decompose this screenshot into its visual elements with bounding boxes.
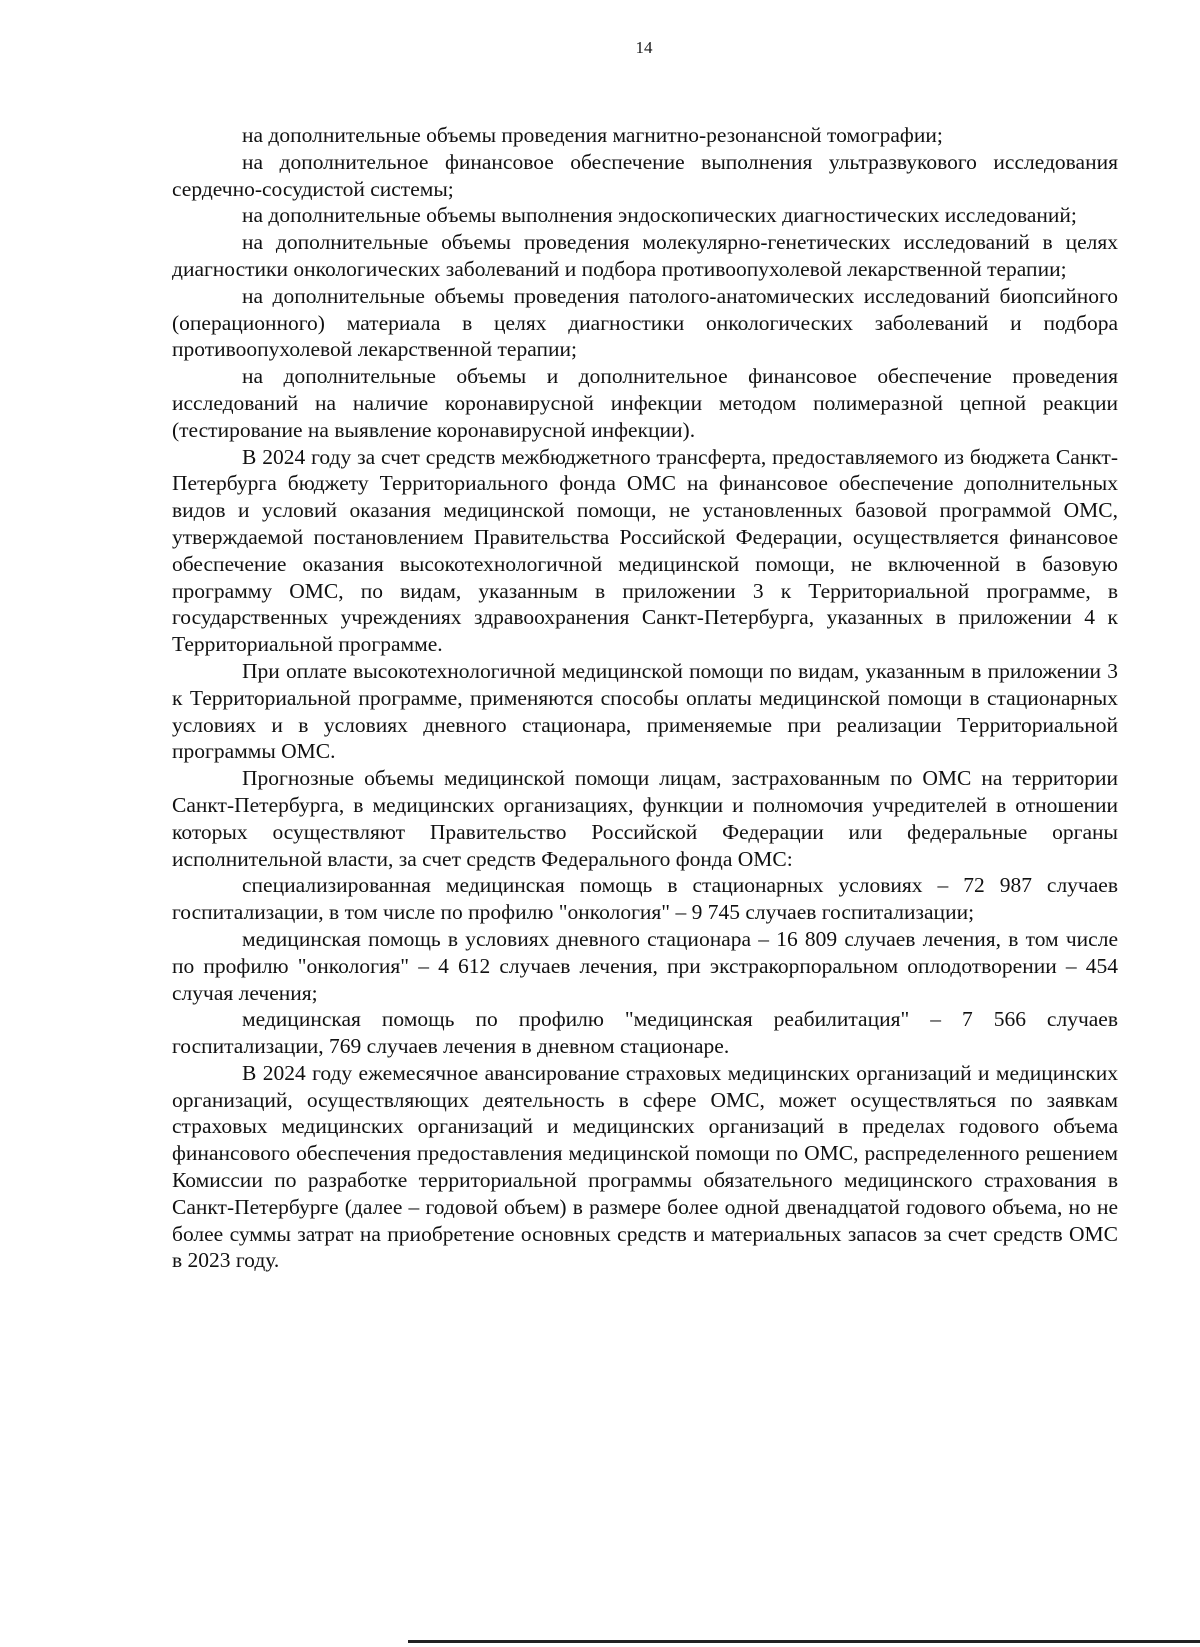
paragraph-inpatient: специализированная медицинская помощь в стационарных условиях – 72 987 случаев госпитализации, в том числе по профилю "онкология" – 9 745 случаев госпитализации; bbox=[172, 873, 1118, 925]
paragraph-endoscopy: на дополнительные объемы выполнения эндоскопических диагностических исследований; bbox=[242, 203, 1077, 228]
paragraph-rehabilitation: медицинская помощь по профилю "медицинская реабилитация" – 7 566 случаев госпитализации, 769 случаев лечения в дневном стационаре. bbox=[172, 1007, 1118, 1059]
document-body bbox=[172, 122, 1118, 1274]
paragraph-pathology: на дополнительные объемы проведения патолого-анатомических исследований биопсийного (операционного) материала в целях диагностики онкологических заболеваний и подбора противоопухолевой лекарственной терапии; bbox=[172, 283, 1118, 362]
paragraph-day-hospital: медицинская помощь в условиях дневного стационара – 16 809 случаев лечения, в том числе по профилю "онкология" – 4 612 случаев лечения, при экстракорпоральном оплодотворении – 454 случая лечения; bbox=[172, 926, 1118, 1005]
paragraph-payment-methods: При оплате высокотехнологичной медицинской помощи по видам, указанным в приложении 3 к Территориальной программе, применяются способы оплаты медицинской помощи в стационарных условиях и в условиях дневного стационара, применяемые при реализации Территориальной программы ОМС. bbox=[172, 658, 1118, 764]
paragraph-ultrasound: на дополнительное финансовое обеспечение выполнения ультразвукового исследования сердечно-сосудистой системы; bbox=[172, 149, 1118, 201]
paragraph-mri: на дополнительные объемы проведения магнитно-резонансной томографии; bbox=[242, 123, 943, 147]
paragraph-forecast-volumes: Прогнозные объемы медицинской помощи лицам, застрахованным по ОМС на территории Санкт-Петербурга, в медицинских организациях, функции и полномочия учредителей в отношении которых осуществляют Правительство Российской Федерации или федеральные органы исполнительной власти, за счет средств Федерального фонда ОМС: bbox=[172, 766, 1118, 871]
page-number: 14 bbox=[635, 38, 653, 57]
bottom-rule bbox=[408, 1640, 1200, 1643]
paragraph-coronavirus-pcr: на дополнительные объемы и дополнительное финансовое обеспечение проведения исследований на наличие коронавирусной инфекции методом полимеразной цепной реакции (тестирование на выявление коронавирусной инфекции). bbox=[172, 364, 1118, 442]
paragraph-monthly-advance: В 2024 году ежемесячное авансирование страховых медицинских организаций и медицинских организаций, осуществляющих деятельность в сфере ОМС, может осуществляться по заявкам страховых медицинских организаций и медицинских организаций в пределах годового объема финансового обеспечения предоставления медицинской помощи по ОМС, распределенного решением Комиссии по разработке территориальной программы обязательного медицинского страхования в Санкт-Петербурге (далее – годовой объем) в размере более одной двенадцатой годового объема, но не более суммы затрат на приобретение основных средств и материальных запасов за счет средств ОМС в 2023 году. bbox=[172, 1060, 1118, 1273]
paragraph-molecular-genetic: на дополнительные объемы проведения молекулярно-генетических исследований в целях диагностики онкологических заболеваний и подбора противоопухолевой лекарственной терапии; bbox=[172, 230, 1118, 281]
paragraph-interbudget-transfer: В 2024 году за счет средств межбюджетного трансферта, предоставляемого из бюджета Санкт-Петербурга бюджету Территориального фонда ОМС на финансовое обеспечение дополнительных видов и условий оказания медицинской помощи, не установленных базовой программой ОМС, утверждаемой постановлением Правительства Российской Федерации, осуществляется финансовое обеспечение оказания высокотехнологичной медицинской помощи, не включенной в базовую программу ОМС, по видам, указанным в приложении 3 к Территориальной программе, в государственных учреждениях здравоохранения Санкт-Петербурга, указанных в приложении 4 к Территориальной программе. bbox=[172, 444, 1118, 657]
